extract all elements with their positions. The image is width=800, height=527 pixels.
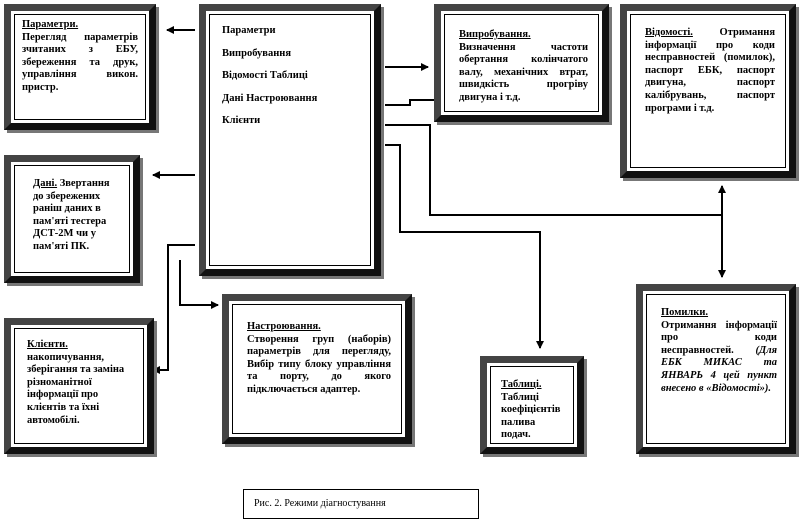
kliienty-title: Клієнти. — [27, 339, 68, 350]
modes-menu-box — [199, 4, 381, 276]
pomylky-box — [636, 284, 796, 454]
vidomosti-title: Відомості. — [645, 27, 693, 38]
tablytsi-box — [480, 356, 584, 454]
menu-item-parametry: Параметри — [222, 25, 276, 36]
parametry-text: Перегляд параметрів зчитаних з ЕБУ, збереження та друк, управління викон. пристр. — [22, 31, 138, 93]
menu-item-dani-nastroiuvannia: Дані Настроювання — [222, 92, 318, 104]
kliienty-text: накопичування, зберігання та заміна різноманітної інформації про клієнтів та їхні автомобілі. — [27, 351, 125, 426]
menu-item-kliienty: Клієнти — [222, 115, 261, 127]
dani-box — [4, 155, 140, 283]
vyprobuvannia-title: Випробування. — [459, 29, 531, 40]
arrow-to-kliienty — [153, 245, 195, 370]
nastroiuvannia-box — [222, 294, 412, 444]
dani-text: Звертання до збережених раніш даних в пам'яті тестера ДСТ-2М чи у пам'яті ПК. — [33, 178, 110, 252]
parametry-box — [4, 4, 156, 130]
menu-item-vyprobuvannia: Випробування — [222, 47, 291, 59]
vyprobuvannia-box — [434, 4, 609, 122]
figure-caption: Рис. 2. Режими діагностування — [243, 489, 479, 519]
kliienty-box — [4, 318, 154, 454]
dani-title: Дані. — [33, 178, 58, 189]
nastroiuvannia-text: Створення груп (наборів) параметрів для перегляду, Вибір типу блоку управління та порту, до якого підключається адаптер. — [247, 333, 391, 395]
tablytsi-text: Таблиці коефіцієнтів палива подач. — [501, 391, 561, 441]
tablytsi-title: Таблиці. — [501, 379, 542, 390]
vyprobuvannia-text: Визначення частоти обертання колінчатого валу, механічних втрат, швидкість прогріву двигуна і т.д. — [459, 41, 588, 103]
vidomosti-text: Отримання інформації про коди несправностей (помилок), паспорт ЕБК, паспорт двигуна, паспорт калібрувань, паспорт програми і т.д. — [645, 27, 775, 114]
parametry-title: Параметри. — [22, 19, 79, 30]
menu-item-vidomosti-tablytsi: Відомості Таблиці — [222, 70, 308, 82]
pomylky-note: (Для ЕБК МИКАС та ЯНВАРЬ 4 цей пункт внесено в «Відомості»). — [661, 344, 777, 394]
pomylky-text: Отримання інформації про коди несправностей. — [661, 319, 777, 356]
pomylky-title: Помилки. — [661, 307, 709, 318]
nastroiuvannia-title: Настроювання. — [247, 321, 321, 332]
vidomosti-box — [620, 4, 796, 178]
